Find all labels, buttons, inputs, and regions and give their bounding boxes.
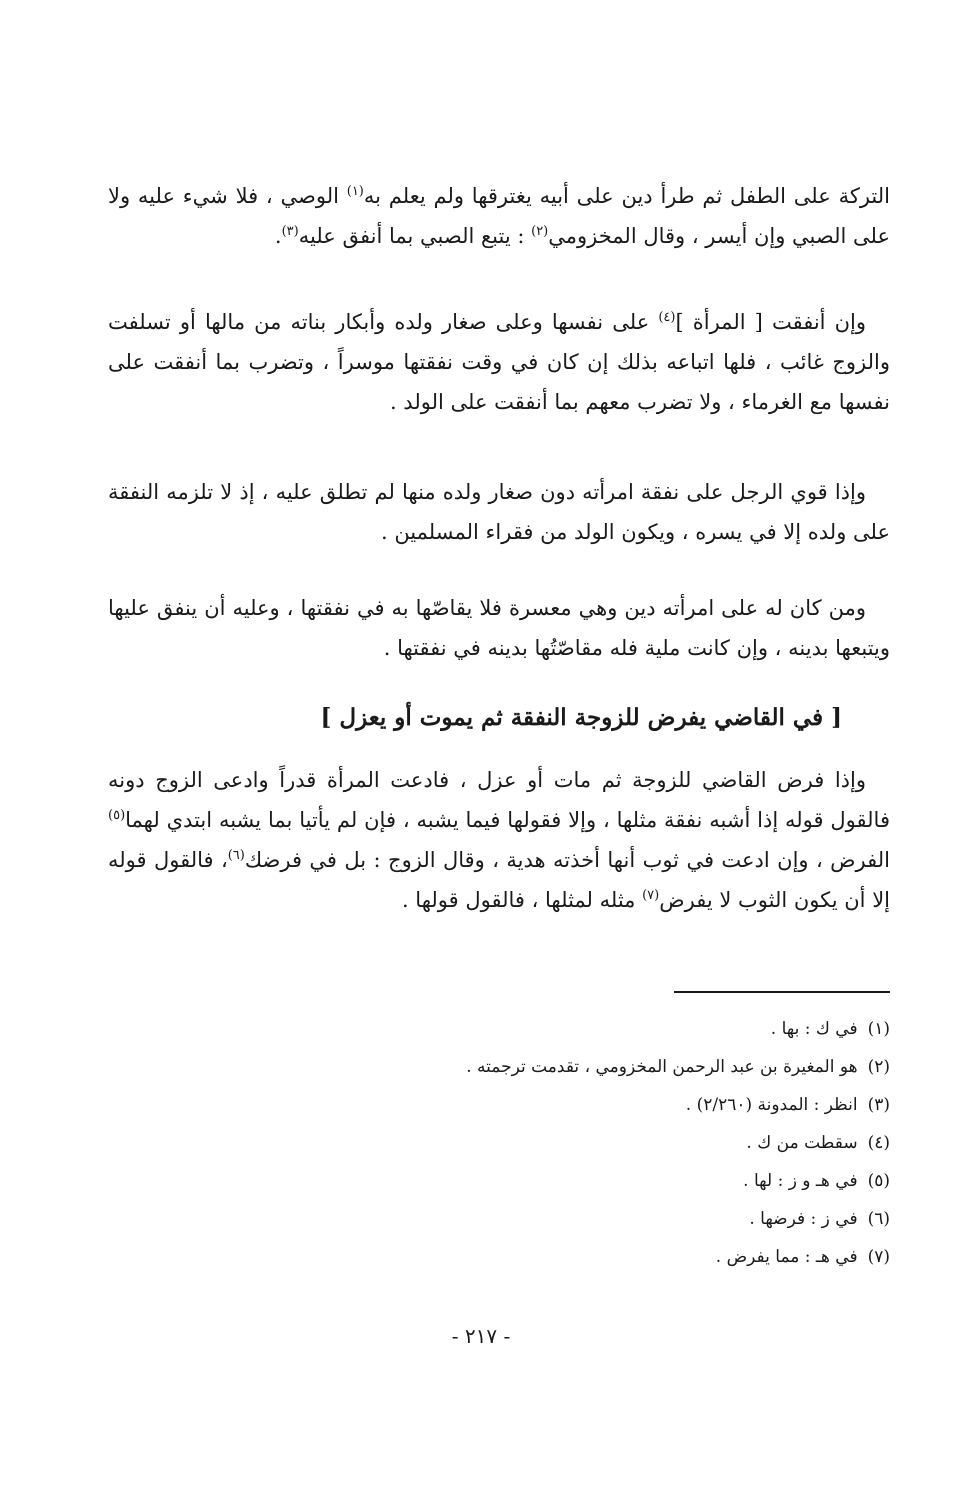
footnote-number: (٥) [867, 1171, 890, 1191]
footnote-ref-2: (٢) [531, 224, 549, 239]
footnote-ref-7: (٧) [642, 888, 660, 903]
footnotes [190, 1010, 890, 1276]
footnote-number: (٢) [867, 1057, 890, 1077]
footnote-2 [190, 1048, 890, 1086]
footnote-text: هو المغيرة بن عبد الرحمن المخزومي ، تقدمت ترجمته . [466, 1057, 858, 1077]
paragraph-3 [108, 472, 890, 552]
paragraph-1 [108, 176, 890, 256]
footnote-number: (٦) [867, 1209, 890, 1229]
paragraph-2-text: وإن أنفقت [ المرأة ] [675, 310, 867, 334]
footnote-number: (١) [867, 1019, 890, 1039]
footnote-number: (٣) [867, 1095, 890, 1115]
section-heading: [ في القاضي يفرض للزوجة النفقة ثم يموت أو يعزل ] [320, 704, 842, 731]
paragraph-4 [108, 588, 890, 668]
footnote-number: (٧) [867, 1247, 890, 1267]
page-number: - ٢١٧ - [451, 1324, 511, 1348]
footnote-text: انظر : المدونة (٢/٢٦٠) . [685, 1095, 858, 1115]
paragraph-1-text: الوصي ، فلا شيء عليه ولا على الصبي وإن أيسر ، وقال المخزومي [108, 184, 890, 248]
paragraph-1-text: . [274, 224, 282, 248]
footnote-text: في ك : بها . [770, 1019, 858, 1039]
section-paragraph-text: ، فالقول قوله إلا أن يكون الثوب لا يفرض [108, 848, 890, 912]
footnote-ref-3: (٣) [281, 224, 299, 239]
footnote-text: في هـ و ز : لها . [743, 1171, 858, 1191]
footnote-5 [190, 1162, 890, 1200]
section-paragraph [108, 760, 890, 920]
footnote-number: (٤) [867, 1133, 890, 1153]
paragraph-2-text: على نفسها وعلى صغار ولده وأبكار بناته من مالها أو تسلفت والزوج غائب ، فلها اتباعه بذلك إن كان في وقت نفقتها موسراً ، وتضرب بما أنفقت على نفسها مع الغرماء ، ولا تضرب معهم بما أنفقت على الولد . [108, 310, 890, 414]
footnote-ref-4: (٤) [658, 310, 676, 325]
footnote-ref-6: (٦) [227, 848, 245, 863]
section-paragraph-text: وإذا فرض القاضي للزوجة ثم مات أو عزل ، فادعت المرأة قدراً وادعى الزوج دونه فالقول قوله إذا أشبه نفقة مثلها ، وإلا فقولها فيما يشبه ، فإن لم يأتيا بما يشبه ابتدي لهما [108, 768, 890, 832]
section-paragraph-text: مثله لمثلها ، فالقول قولها . [401, 888, 643, 912]
paragraph-2 [108, 302, 890, 422]
paragraph-4-text: ومن كان له على امرأته دين وهي معسرة فلا يقاصّها به في نفقتها ، وعليه أن ينفق عليها ويتبعها بدينه ، وإن كانت ملية فله مقاصّتُها بدينه في نفقتها . [108, 596, 890, 660]
paragraph-1-text: التركة على الطفل ثم طرأ دين على أبيه يغترقها ولم يعلم به [363, 184, 890, 208]
footnote-text: في ز : فرضها . [749, 1209, 858, 1229]
footnote-6 [190, 1200, 890, 1238]
footnote-ref-1: (١) [346, 184, 364, 199]
footnote-text: في هـ : مما يفرض . [715, 1247, 858, 1267]
footnote-1 [190, 1010, 890, 1048]
footnote-3 [190, 1086, 890, 1124]
paragraph-1-text: : يتبع الصبي بما أنفق عليه [298, 224, 532, 248]
footnote-ref-5: (٥) [108, 808, 126, 823]
footnote-separator [674, 991, 890, 993]
paragraph-3-text: وإذا قوي الرجل على نفقة امرأته دون صغار ولده منها لم تطلق عليه ، إذ لا تلزمه النفقة على ولده إلا في يسره ، ويكون الولد من فقراء المسلمين . [108, 480, 890, 544]
footnote-4 [190, 1124, 890, 1162]
footnote-text: سقطت من ك . [746, 1133, 858, 1153]
section-paragraph-text: الفرض ، وإن ادعت في ثوب أنها أخذته هدية ، وقال الزوج : بل في فرضك [244, 848, 890, 872]
footnote-7 [190, 1238, 890, 1276]
